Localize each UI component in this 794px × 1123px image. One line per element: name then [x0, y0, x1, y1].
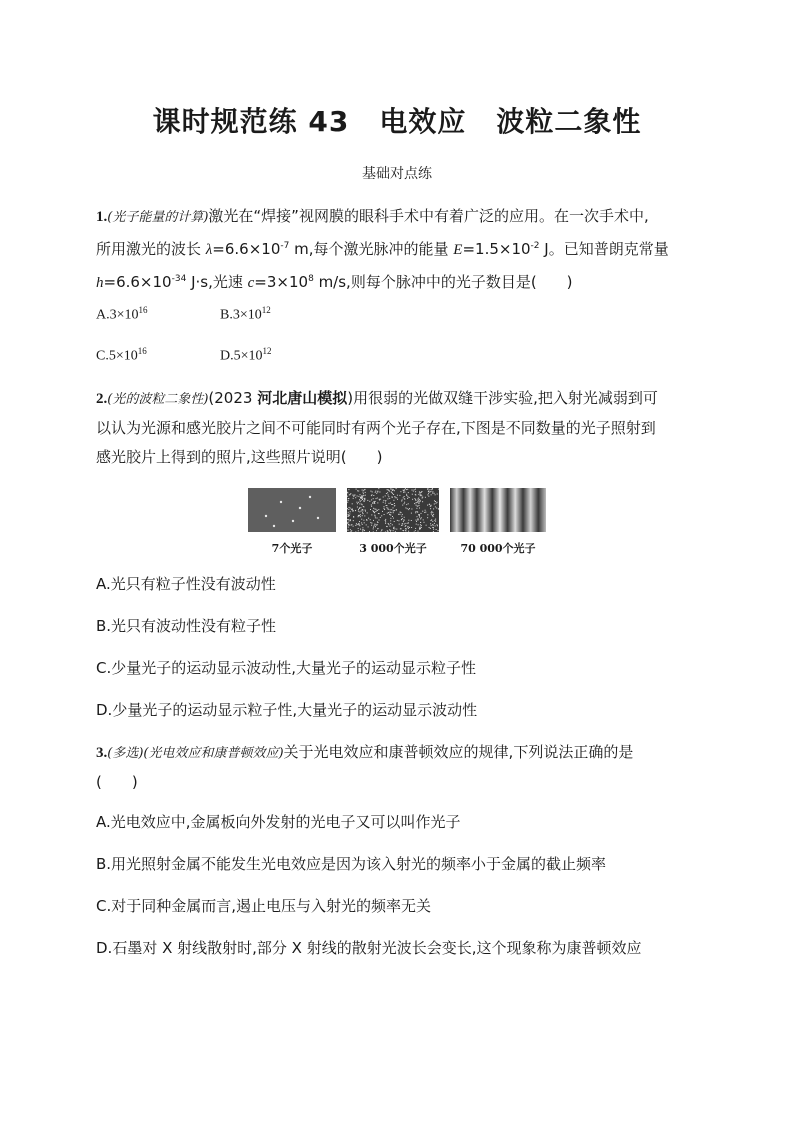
- q1-planck-symbol: h: [96, 275, 104, 291]
- q1-option-b[interactable]: [220, 305, 271, 324]
- q1-line1: [96, 202, 706, 232]
- q1-option-d[interactable]: [220, 346, 272, 365]
- q1-light-speed-symbol: c: [247, 275, 255, 291]
- q3-option-c[interactable]: C.对于同种金属而言,遏止电压与入射光的频率无关: [96, 897, 432, 915]
- q1-option-a[interactable]: [96, 305, 148, 324]
- q2-source-a: (2023: [208, 389, 258, 407]
- q1-exp-3: -34: [171, 274, 187, 284]
- q1-line3-d: m/s,则每个脉冲中的光子数目是( ): [313, 273, 573, 291]
- q1-line2-a: 所用激光的波长: [96, 240, 206, 258]
- q1-energy-symbol: E: [453, 242, 463, 258]
- page-title: [0, 100, 794, 140]
- option-text: B.3×10: [220, 307, 262, 323]
- q1-line2-c: m,每个激光脉冲的能量: [289, 240, 454, 258]
- q1-lambda: λ: [205, 242, 213, 258]
- q2-line1-text: 用很弱的光做双缝干涉实验,把入射光减弱到可: [353, 389, 658, 407]
- title-part3: 波粒二象性: [496, 105, 642, 138]
- q2-source-c: ): [347, 389, 354, 407]
- interference-photos: [248, 488, 548, 532]
- photo-3000-photons: [347, 488, 439, 532]
- q1-number: 1.: [96, 209, 108, 225]
- option-exponent: 12: [262, 346, 272, 356]
- q3-option-b[interactable]: B.用光照射金属不能发生光电效应是因为该入射光的频率小于金属的截止频率: [96, 855, 607, 873]
- q1-line2-d: =1.5×10: [462, 240, 531, 258]
- q1-line3: [96, 265, 706, 298]
- q1-line2: [96, 232, 706, 265]
- q2-option-b[interactable]: B.光只有波动性没有粒子性: [96, 617, 277, 635]
- q2-option-d[interactable]: D.少量光子的运动显示粒子性,大量光子的运动显示波动性: [96, 701, 478, 719]
- q3-line1-text: 关于光电效应和康普顿效应的规律,下列说法正确的是: [283, 743, 634, 761]
- q1-exp-4: 8: [308, 274, 314, 284]
- q2-option-c[interactable]: C.少量光子的运动显示波动性,大量光子的运动显示粒子性: [96, 659, 477, 677]
- q3-number: 3.: [96, 745, 108, 761]
- q2-number: 2.: [96, 391, 108, 407]
- q1-line3-c: =3×10: [254, 273, 309, 291]
- q1-line3-a: =6.6×10: [103, 273, 172, 291]
- option-text: D.5×10: [220, 348, 263, 364]
- q1-exp-1: -7: [280, 241, 290, 251]
- q3-option-d[interactable]: D.石墨对 X 射线散射时,部分 X 射线的散射光波长会变长,这个现象称为康普顿效应: [96, 939, 642, 957]
- q1-tag: (光子能量的计算): [107, 210, 209, 225]
- q2-line2: 以认为光源和感光胶片之间不可能同时有两个光子存在,下图是不同数量的光子照射到: [96, 419, 656, 437]
- q1-exp-2: -2: [530, 241, 540, 251]
- option-exponent: 12: [261, 305, 271, 315]
- option-text: C.5×10: [96, 348, 138, 364]
- question-3: [96, 738, 706, 797]
- q1-line2-e: J。已知普朗克常量: [539, 240, 669, 258]
- title-part2: 电效应: [379, 105, 467, 138]
- title-part1: 课时规范练 43: [152, 105, 350, 138]
- q1-line2-b: =6.6×10: [212, 240, 281, 258]
- photo-7-photons: [248, 488, 336, 532]
- section-heading: 基础对点练: [362, 166, 432, 182]
- option-exponent: 16: [138, 305, 148, 315]
- q3-tag: (多选)(光电效应和康普顿效应): [107, 746, 284, 761]
- q1-line1-text: 激光在“焊接”视网膜的眼科手术中有着广泛的应用。在一次手术中,: [208, 207, 649, 225]
- question-2: [96, 384, 706, 472]
- q2-option-a[interactable]: A.光只有粒子性没有波动性: [96, 575, 276, 593]
- q1-line3-b: J·s,光速: [186, 273, 248, 291]
- photo-70000-photons: [450, 488, 546, 532]
- option-exponent: 16: [137, 346, 147, 356]
- question-1: [96, 202, 706, 298]
- caption-70000-photons: 70 000个光子: [460, 542, 536, 555]
- caption-3000-photons: 3 000个光子: [359, 542, 427, 555]
- q1-option-c[interactable]: [96, 346, 147, 365]
- q3-option-a[interactable]: A.光电效应中,金属板向外发射的光电子又可以叫作光子: [96, 813, 461, 831]
- option-text: A.3×10: [96, 307, 139, 323]
- q2-source-b: 河北唐山模拟: [257, 389, 348, 407]
- q2-tag: (光的波粒二象性): [107, 392, 209, 407]
- q2-line1: [96, 384, 706, 414]
- caption-7-photons: 7个光子: [271, 542, 313, 555]
- q2-line3: 感光胶片上得到的照片,这些照片说明( ): [96, 448, 383, 466]
- q3-line2: ( ): [96, 773, 138, 791]
- q3-line1: [96, 738, 706, 768]
